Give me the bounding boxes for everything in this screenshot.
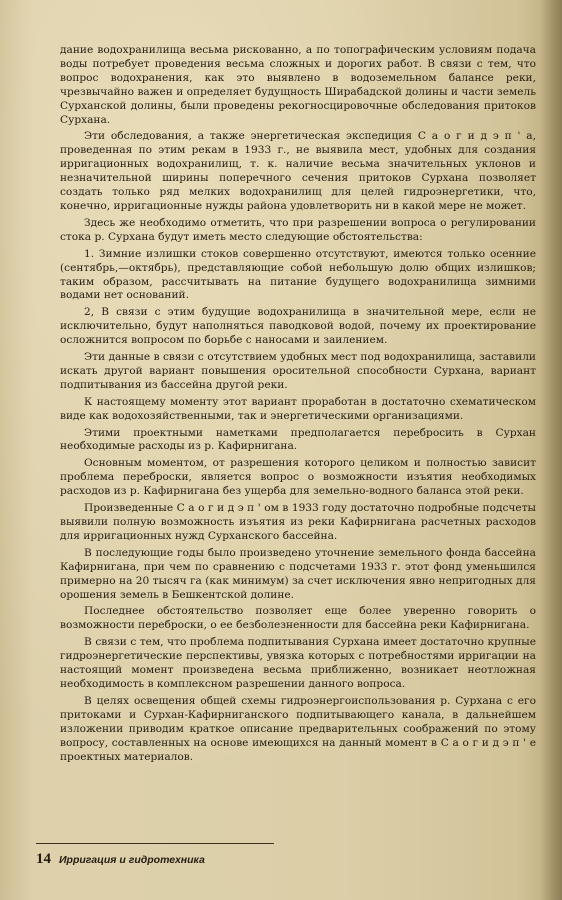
paragraph-7: К настоящему моменту этот вариант проработан в достаточно схематическом виде как водохозяйственными, так и энергетическими организациями. bbox=[60, 395, 536, 422]
paragraph-6: Эти данные в связи с отсутствием удобных мест под водохранилища, заставили искать другой вариант повышения оросительной способности Сурхана, вариант подпитывания из бассейна другой реки. bbox=[60, 351, 536, 391]
paragraph-13: В связи с тем, что проблема подпитывания Сурхана имеет достаточно крупные гидроэнергетические перспективы, увязка которых с потребностями ирригации на настоящий момент произведена весьма приближенно, возникает неотложная необходимость в комплексном разрешении данного вопроса. bbox=[60, 636, 536, 690]
paragraph-5: 2, В связи с этим будущие водохранилища в значительной мере, если не исключительно, будут наполняться паводковой водой, почему их проектирование осложнится вопросом по борьбе с наносами и заилением. bbox=[60, 306, 536, 347]
paragraph-1: дание водохранилища весьма рискованно, а по топографическим условиям подача воды потребует проведения весьма сложных и дорогих работ. В связи с тем, что вопрос водохранения, как это выявлено в водоземельном балансе реки, чрезвычайно важен и определяет будущность Ширабадской долины и части земель Сурханской долины, были проведены рекогносцировочные обследования притоков Сурхана. bbox=[60, 44, 536, 126]
paragraph-2: Эти обследования, а также энергетическая экспедиция С а о г и д э п ' а, проведенная по этим рекам в 1933 г., не выявила мест, удобных для создания ирригационных водохранилищ, т. к. наличие весьма значительных уклонов и незначительной ширины поперечного сечения притоков Сурхана позволяет создать только ряд мелких водохранилищ для целей гидроэнергетики, что, конечно, ирригационные нужды района удовлетворить ни в какой мере не может. bbox=[60, 130, 536, 212]
spine-shadow bbox=[540, 0, 562, 900]
paragraph-4: 1. Зимние излишки стоков совершенно отсутствуют, имеются только осенние (сентябрь,—октябрь), представляющие собой небольшую долю общих излишков; таким образом, рассчитывать на питание будущего водохранилища зимними водами нет оснований. bbox=[60, 247, 536, 302]
footer-rule bbox=[36, 843, 274, 844]
paragraph-3: Здесь же необходимо отметить, что при разрешении вопроса о регулировании стока р. Сурхана будут иметь место следующие обстоятельства: bbox=[60, 216, 536, 243]
page-footer bbox=[36, 846, 536, 868]
journal-title: Ирригация и гидротехника bbox=[59, 854, 205, 866]
article-body bbox=[60, 44, 536, 767]
paragraph-10: Произведенные С а о г и д э п ' ом в 1933 году достаточно подробные подсчеты выявили полную возможность изъятия из реки Кафирнигана расчетных расходов для ирригационных нужд Сурханского бассейна. bbox=[60, 502, 536, 542]
paragraph-8: Этими проектными наметками предполагается перебросить в Сурхан необходимые расходы из р. Кафирнигана. bbox=[60, 426, 536, 453]
paragraph-11: В последующие годы было произведено уточнение земельного фонда бассейна Кафирнигана, при чем по сравнению с подсчетами 1933 г. этот фонд уменьшился примерно на 20 тысяч га (как минимум) за счет исключения явно непригодных для орошения земель в Бешкентской долине. bbox=[60, 546, 536, 601]
page-number: 14 bbox=[36, 851, 51, 867]
paragraph-9: Основным моментом, от разрешения которого целиком и полностью зависит проблема переброски, является вопрос о возможности изъятия необходимых расходов из р. Кафирнигана без ущерба для земельно-водного баланса этой реки. bbox=[60, 457, 536, 498]
paragraph-14: В целях освещения общей схемы гидроэнергоиспользования р. Сурхана с его притоками и Сурхан-Кафирниганского подпитывающего канала, в дальнейшем изложении приводим краткое описание предварительных соображений по этому вопросу, составленных на основе имеющихся на данный момент в С а о г и д э п ' е проектных материалов. bbox=[60, 694, 536, 763]
paragraph-12: Последнее обстоятельство позволяет еще более уверенно говорить о возможности переброски, о ее безболезненности для бассейна реки Кафирнигана. bbox=[60, 605, 536, 632]
